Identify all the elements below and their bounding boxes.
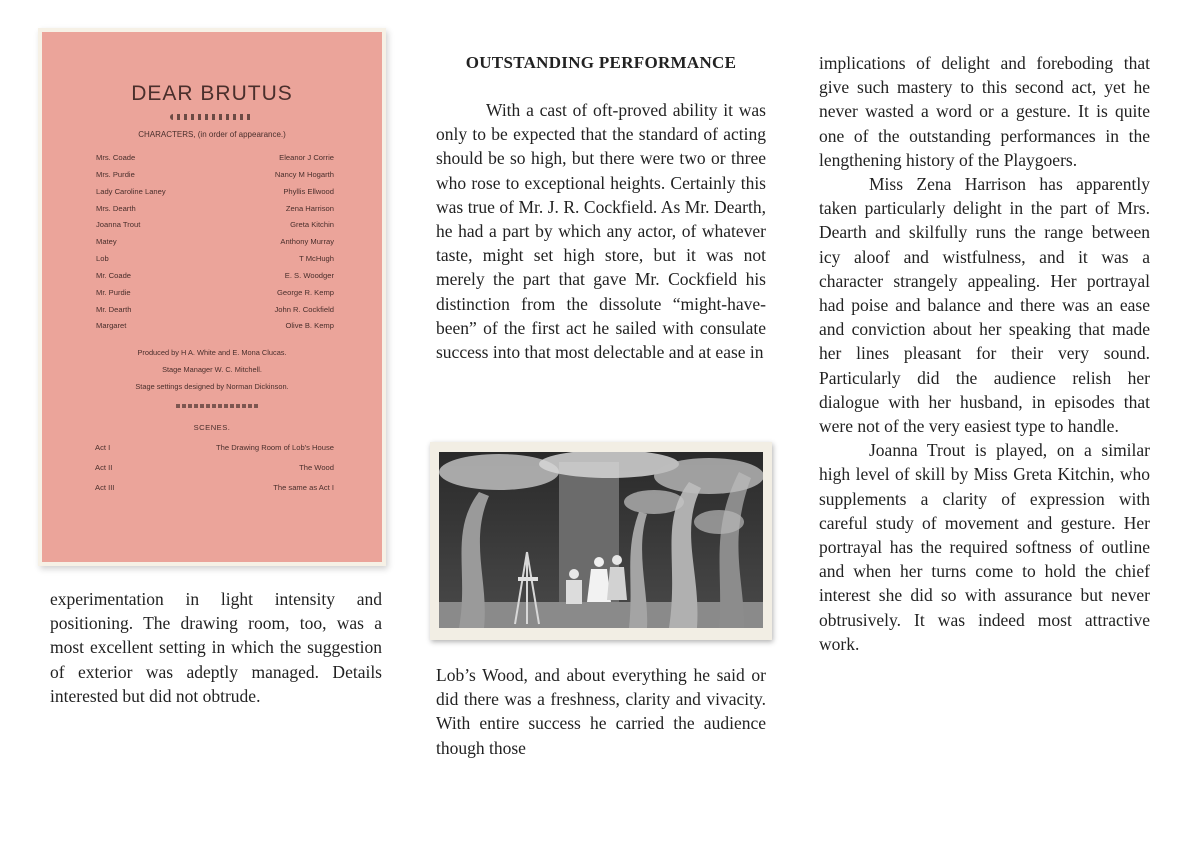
cast-actor: Olive B. Kemp — [285, 321, 334, 331]
scene-act: Act I — [95, 443, 111, 452]
article-heading: OUTSTANDING PERFORMANCE — [465, 53, 737, 72]
cast-role: Matey — [96, 237, 117, 247]
cast-heading: CHARACTERS, (in order of appearance.) — [138, 130, 286, 139]
column3-text — [819, 51, 1150, 656]
cast-role: Mrs. Coade — [96, 153, 136, 162]
cast-actor: Eleanor J Corrie — [279, 153, 334, 162]
cast-actor: T McHugh — [299, 254, 334, 264]
cast-actor: John R. Cockfield — [274, 304, 334, 314]
scene-row — [95, 458, 334, 478]
cast-actor: Nancy M Hogarth — [274, 169, 334, 179]
cast-row — [96, 201, 334, 218]
stage-manager-credit: Stage Manager W. C. Mitchell. — [162, 365, 262, 374]
wavy-divider — [176, 404, 260, 408]
cast-row — [96, 150, 334, 167]
cast-role: Mrs. Purdie — [96, 169, 135, 179]
cast-row — [96, 217, 334, 234]
producer-credit: Produced by H A. White and E. Mona Clucas. — [137, 348, 287, 357]
cast-role: Mr. Coade — [96, 270, 132, 280]
programme-card — [42, 32, 382, 562]
cast-role: Margaret — [96, 321, 127, 331]
cast-row — [96, 234, 334, 251]
cast-row — [96, 268, 334, 285]
scene-row — [95, 478, 334, 498]
cast-role: Lady Caroline Laney — [96, 186, 166, 196]
scene-act: Act II — [95, 463, 113, 472]
cast-actor: E. S. Woodger — [284, 270, 334, 280]
cast-actor: George R. Kemp — [277, 287, 334, 297]
column2-top-text — [436, 98, 766, 364]
cast-role: Lob — [96, 254, 109, 264]
cast-row — [96, 318, 334, 335]
stage-photo — [439, 452, 763, 628]
scene-setting: The Drawing Room of Lob's House — [216, 443, 334, 452]
programme-title: DEAR BRUTUS — [131, 82, 293, 105]
column2-paragraph: With a cast of oft-proved ability it was only to be expected that the standard of acting should be so high, but there were two or three who rose to exceptional heights. Certainly this was true of Mr. J. R. Cockfield. As Mr. Dearth, he had a part by which any actor, of whatever taste, might set high store, but it was not merely the part that gave Mr. Cockfield his distinction from the dissolute “might-have-been” of the first act he sailed with consulate success into that most delectable and at ease in — [436, 100, 766, 363]
title-ornament — [170, 114, 254, 120]
column2-paragraph: Lob’s Wood, and about everything he said or did there was a freshness, clarity and vivacity. With entire success he carried the audience though those — [436, 665, 766, 758]
cast-row — [96, 184, 334, 201]
scene-list — [95, 438, 334, 498]
cast-role: Mr. Purdie — [96, 287, 131, 297]
cast-actor: Zena Harrison — [285, 203, 334, 213]
settings-credit: Stage settings designed by Norman Dickinson. — [135, 382, 289, 391]
cast-row — [96, 302, 334, 319]
cast-role: Mr. Dearth — [96, 304, 132, 314]
column3-paragraph: Miss Zena Harrison has apparently taken particularly delight in the part of Mrs. Dearth and skilfully runs the range between icy aloof and wistfulness, and it was a character strangely appealing. Her portrayal had poise and balance and there was an ease and conviction about her speaking that made her lines pleasant for their very sound. Particularly did the audience relish her dialogue with her husband, in episodes that were not of the very easiest type to handle. — [819, 174, 1150, 437]
scene-setting: The Wood — [299, 463, 334, 472]
column3-paragraph: implications of delight and foreboding that give such mastery to this second act, yet he never wasted a word or a gesture. It is quite one of the outstanding performances in the lengthening history of the Playgoers. — [819, 53, 1150, 170]
cast-row — [96, 285, 334, 302]
cast-role: Joanna Trout — [96, 220, 141, 230]
column2-bottom-text — [436, 663, 766, 760]
scene-act: Act III — [95, 483, 115, 492]
cast-actor: Anthony Murray — [280, 237, 334, 247]
production-credits — [42, 344, 382, 395]
cast-role: Mrs. Dearth — [96, 203, 136, 213]
cast-actor: Phyllis Ellwood — [283, 186, 334, 196]
column1-paragraph: experimentation in light intensity and positioning. The drawing room, too, was a most excellent setting in which the suggestion of exterior was adeptly managed. Details interested but did not obtrude. — [50, 589, 382, 706]
cast-row — [96, 251, 334, 268]
scene-setting: The same as Act I — [273, 483, 334, 492]
scenes-heading: SCENES. — [193, 423, 231, 432]
cast-row — [96, 167, 334, 184]
stage-photo-frame — [430, 442, 772, 640]
column1-text — [50, 587, 382, 708]
cast-actor: Greta Kitchin — [290, 220, 334, 230]
stage-scene-illustration — [439, 452, 763, 628]
scene-row — [95, 438, 334, 458]
column3-paragraph: Joanna Trout is played, on a similar high level of skill by Miss Greta Kitchin, who supplements a clarity of expression with careful study of movement and gesture. Her portrayal has the required softness of outline and when her turns come to hold the chief interest she did so with assurance but never obtrusively. It was indeed most attractive work. — [819, 440, 1150, 654]
cast-list — [96, 150, 334, 335]
